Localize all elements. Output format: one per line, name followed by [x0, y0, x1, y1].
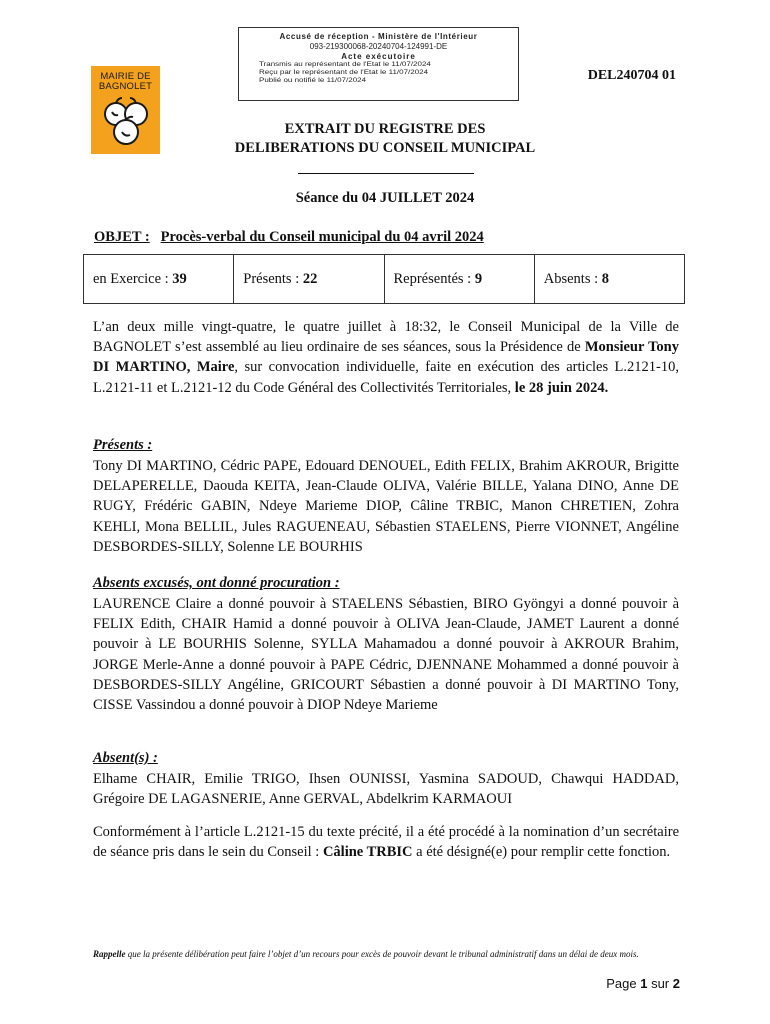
deliberation-reference: DEL240704 01	[587, 68, 676, 83]
footnote-text: que la présente délibération peut faire l’objet d’un recours pour excès de pouvoir devant le tribunal administratif dans un délai de deux mois.	[125, 949, 639, 959]
stamp-line-6: Publié ou notifié le 11/07/2024	[259, 76, 367, 84]
page-middle: sur	[647, 976, 673, 991]
stamp-line-4: Transmis au représentant de l'Etat le 11/07/2024	[259, 60, 431, 68]
intro-text-1: L’an deux mille vingt-quatre, le quatre juillet à 18:32, le Conseil Municipal de la Ville de BAGNOLET s’est assemblé au lieu ordinaire de ses séances, sous la Présidence de	[93, 319, 679, 356]
count-label: en Exercice :	[93, 270, 173, 287]
count-value: 39	[172, 270, 187, 287]
count-cell-presents	[234, 255, 384, 304]
secretary-text-1: Conformément à l’article L.2121-15 du texte précité, il a été procédé à la nomination d’un secrétaire de séance pris dans le sein du Conseil :	[93, 824, 679, 861]
objet-label: OBJET :	[94, 229, 150, 245]
logo-line-2: BAGNOLET	[98, 81, 153, 92]
page-prefix: Page	[606, 976, 641, 991]
president-name: Monsieur Tony DI MARTINO, Maire	[93, 339, 679, 376]
count-label: Présents :	[243, 270, 303, 287]
footnote-label: Rappelle	[93, 949, 126, 959]
excuses-list: LAURENCE Claire a donné pouvoir à STAELENS Sébastien, BIRO Gyöngyi a donné pouvoir à FELIX Edith, CHAIR Hamid a donné pouvoir à OLIVA Jean-Claude, JAMET Laurent a donné pouvoir à LE BOURHIS Solenne, SYLLA Mahamadou a donné pouvoir à AKROUR Brahim, JORGE Merle-Anne a donné pouvoir à PAPE Cédric, DJENNANE Mohammed a donné pouvoir à DESBORDES-SILLY Angéline, GRICOURT Sébastien a donné pouvoir à DI MARTINO Tony, CISSE Vassindou a donné pouvoir à DIOP Ndeye Marieme	[93, 596, 679, 714]
objet-line	[94, 229, 484, 246]
presents-heading: Présents :	[93, 437, 153, 453]
intro-text-2: , sur convocation individuelle, faite en exécution des articles L.2121-10, L.2121-11 et L.2121-12 du Code Général des Collectivités Territoriales,	[93, 359, 679, 396]
stamp-line-2: 093-219300068-20240704-124991-DE	[309, 42, 448, 51]
legal-footnote	[93, 948, 683, 960]
count-label: Représentés :	[393, 270, 475, 287]
objet-text: Procès-verbal du Conseil municipal du 04 avril 2024	[160, 229, 484, 245]
title-divider	[298, 173, 474, 174]
count-value: 9	[474, 270, 483, 287]
page-current: 1	[640, 976, 648, 991]
stamp-line-5: Reçu par le représentant de l'Etat le 11/07/2024	[259, 68, 429, 76]
intro-paragraph	[93, 317, 679, 398]
secretary-name: Câline TRBIC	[322, 844, 413, 861]
convocation-date: le 28 juin 2024.	[514, 379, 609, 396]
presents-list: Tony DI MARTINO, Cédric PAPE, Edouard DENOUEL, Edith FELIX, Brahim AKROUR, Brigitte DELAPERELLE, Daouda KEITA, Jean-Claude OLIVA, Valérie BILLE, Yalana DINO, Anne DE RUGY, Frédéric GABIN, Ndeye Marieme DIOP, Câline TRBIC, Manon CHRETIEN, Zohra KEHLI, Mona BELLIL, Jules RAGUENEAU, Sébastien STAELENS, Pierre VIONNET, Angéline DESBORDES-SILLY, Solenne LE BOURHIS	[93, 458, 679, 555]
absents-list: Elhame CHAIR, Emilie TRIGO, Ihsen OUNISSI, Yasmina SADOUD, Chawqui HADDAD, Grégoire DE LAGASNERIE, Anne GERVAL, Abdelkrim KARMAOUI	[93, 771, 679, 808]
stamp-line-1: Accusé de réception - Ministère de l'Intérieur	[279, 32, 478, 41]
title-line-2: DELIBERATIONS DU CONSEIL MUNICIPAL	[234, 140, 536, 156]
count-label: Absents :	[543, 270, 602, 287]
reception-stamp	[238, 27, 519, 101]
stamp-line-3: Acte exécutoire	[341, 52, 416, 61]
logo-line-1: MAIRIE DE	[100, 71, 151, 82]
page-number	[606, 976, 680, 991]
count-cell-representes	[384, 255, 534, 304]
attendance-counts-table	[83, 254, 685, 304]
excuses-heading: Absents excusés, ont donné procuration :	[93, 575, 340, 591]
page-total: 2	[672, 976, 680, 991]
secretary-text-2: a été désigné(e) pour remplir cette fonction.	[412, 844, 671, 861]
count-cell-exercice	[84, 255, 234, 304]
title-line-1: EXTRAIT DU REGISTRE DES	[284, 121, 486, 137]
count-cell-absents	[534, 255, 684, 304]
count-value: 8	[601, 270, 609, 287]
absents-heading: Absent(s) :	[93, 750, 158, 766]
count-value: 22	[302, 270, 318, 287]
secretary-paragraph	[93, 822, 679, 862]
seance-date: Séance du 04 JUILLET 2024	[295, 190, 475, 206]
